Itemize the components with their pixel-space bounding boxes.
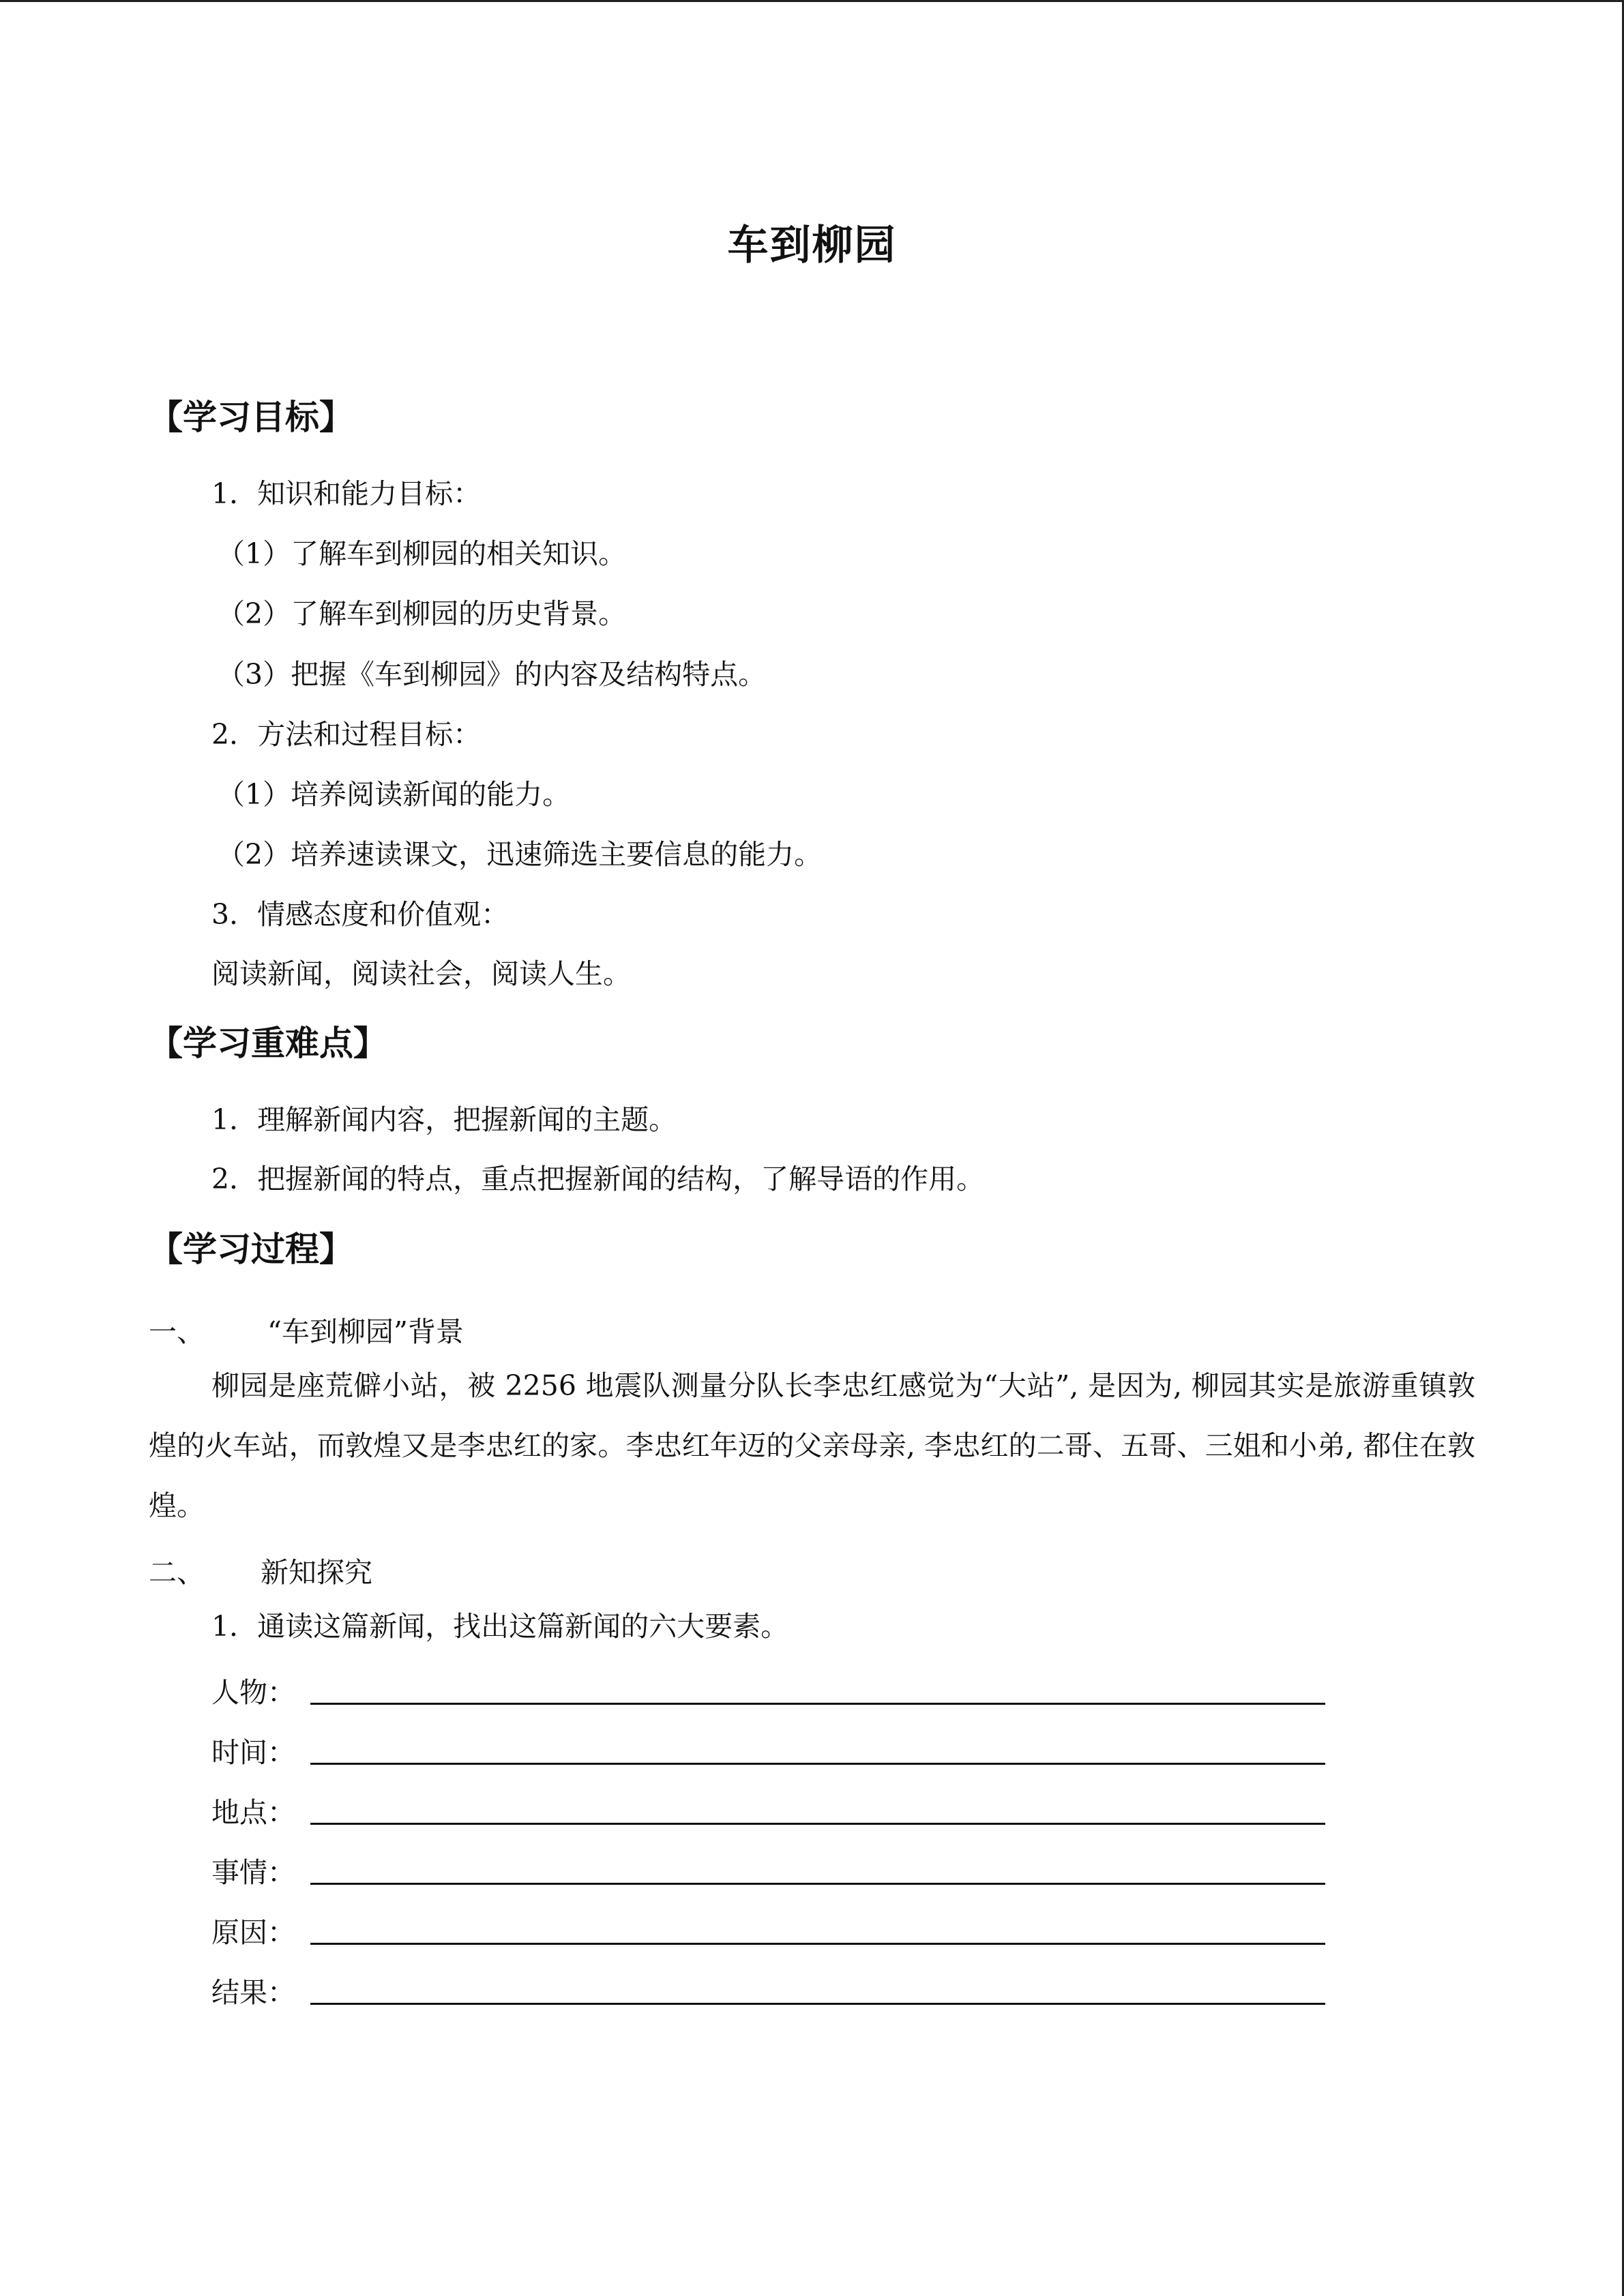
section-two-title: 新知探究 <box>261 1556 372 1589</box>
page-top-border <box>0 0 1624 2</box>
goal-line: （3）把握《车到柳园》的内容及结构特点。 <box>217 658 767 691</box>
goal-line: （1）了解车到柳园的相关知识。 <box>217 537 627 570</box>
goal-line: 1．知识和能力目标： <box>211 477 482 510</box>
key-point-line: 2．把握新闻的特点，重点把握新闻的结构，了解导语的作用。 <box>211 1163 985 1195</box>
section-two-number: 二、 <box>149 1556 205 1589</box>
answer-blank-line[interactable] <box>310 1823 1325 1825</box>
key-point-line: 1．理解新闻内容，把握新闻的主题。 <box>211 1103 677 1136</box>
page-title: 车到柳园 <box>727 222 897 269</box>
element-label: 事情： <box>211 1856 295 1889</box>
answer-blank-line[interactable] <box>310 2003 1325 2005</box>
goal-line: （2）了解车到柳园的历史背景。 <box>217 597 627 630</box>
goal-line: （2）培养速读课文，迅速筛选主要信息的能力。 <box>217 838 823 871</box>
answer-blank-line[interactable] <box>310 1883 1325 1885</box>
process-heading: 【学习过程】 <box>149 1229 353 1269</box>
section-one-number: 一、 <box>149 1315 205 1348</box>
element-label: 结果： <box>211 1976 295 2009</box>
background-paragraph: 柳园是座荒僻小站，被 2256 地震队测量分队长李忠红感觉为“大站”, 是因为, 柳园其实是旅游重镇敦煌的火车站，而敦煌又是李忠红的家。李忠红年迈的父亲母亲, 李忠红的二哥、五哥、三姐和小弟, 都住在敦煌。 <box>149 1369 1475 1522</box>
section-one-title: “车到柳园”背景 <box>267 1315 464 1348</box>
key-points-heading: 【学习重难点】 <box>149 1024 387 1063</box>
goal-line: 2．方法和过程目标： <box>211 718 482 751</box>
element-label: 时间： <box>211 1736 295 1769</box>
element-label: 人物： <box>211 1676 295 1709</box>
goal-line: 阅读新闻，阅读社会，阅读人生。 <box>211 957 631 990</box>
answer-blank-line[interactable] <box>310 1763 1325 1765</box>
element-label: 原因： <box>211 1916 295 1949</box>
answer-blank-line[interactable] <box>310 1703 1325 1705</box>
goal-line: 3．情感态度和价值观： <box>211 898 510 931</box>
element-label: 地点： <box>211 1796 295 1829</box>
goals-heading: 【学习目标】 <box>149 398 353 437</box>
answer-blank-line[interactable] <box>310 1943 1325 1945</box>
goal-line: （1）培养阅读新闻的能力。 <box>217 778 571 811</box>
task-one: 1．通读这篇新闻，找出这篇新闻的六大要素。 <box>211 1610 789 1643</box>
